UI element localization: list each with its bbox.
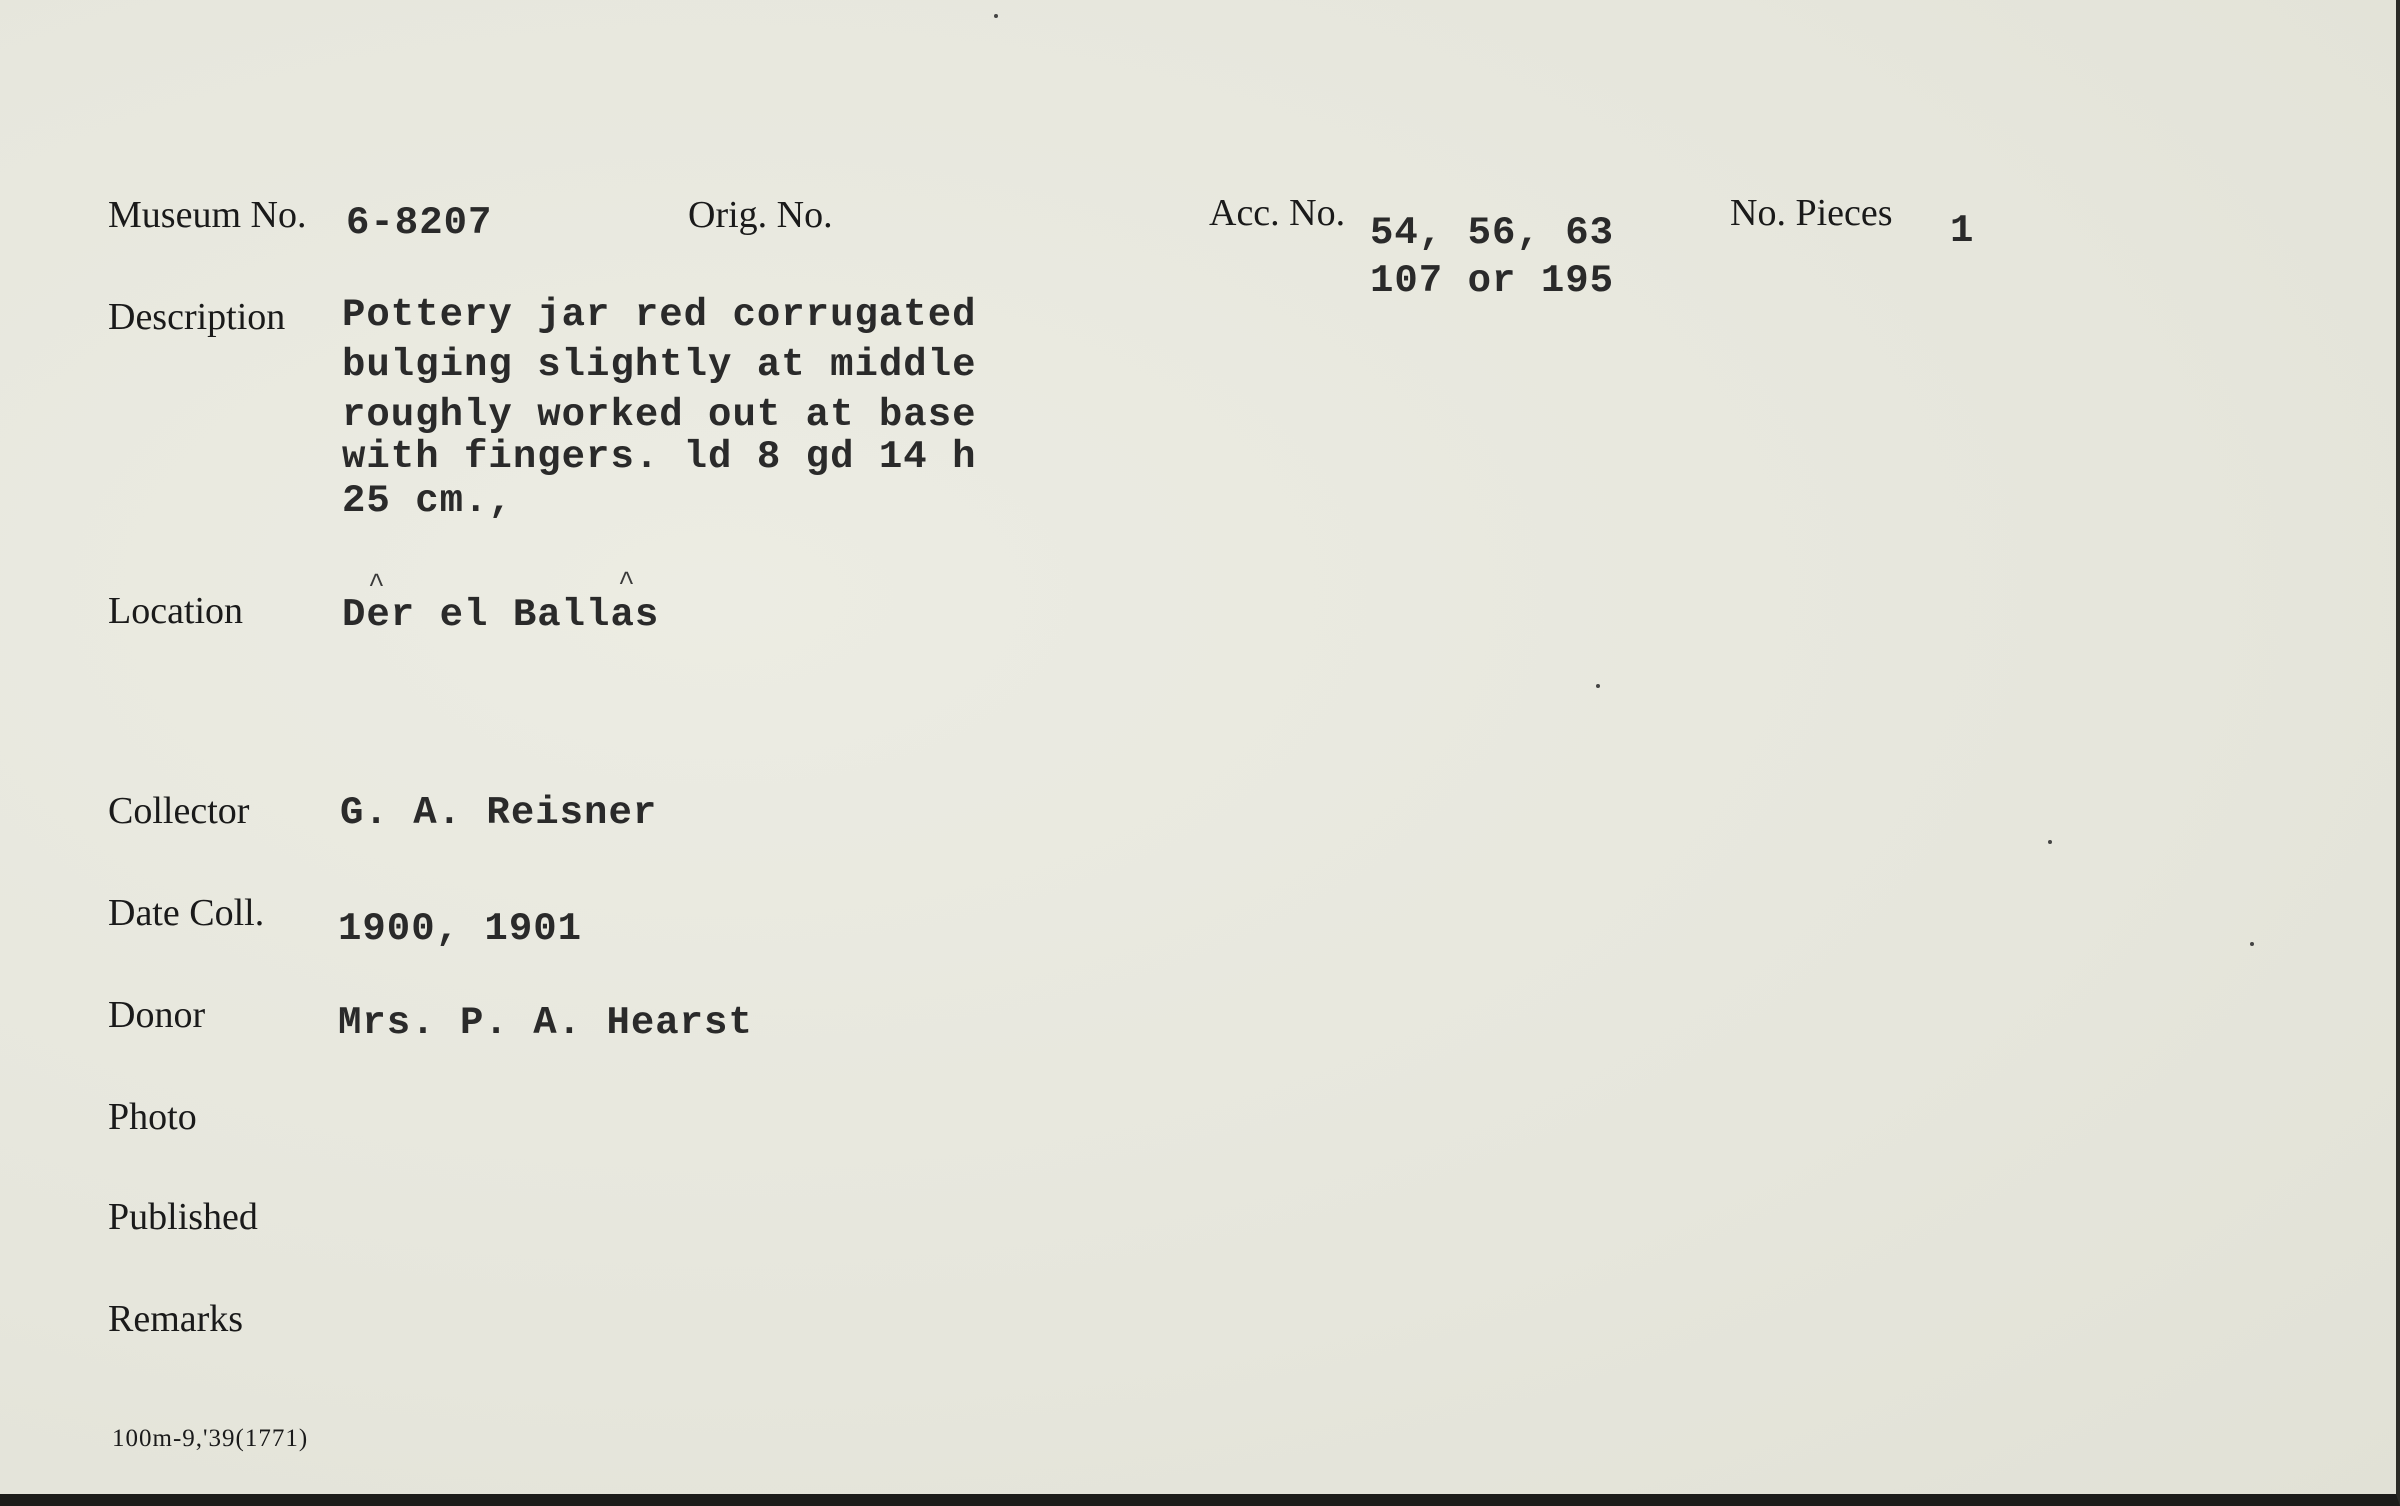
location-value: Der el Ballas xyxy=(342,593,660,637)
description-line: bulging slightly at middle xyxy=(342,343,977,387)
form-code: 100m-9,'39(1771) xyxy=(112,1425,309,1452)
date-coll-value: 1900, 1901 xyxy=(338,907,583,951)
acc-no-value-line2: 107 or 195 xyxy=(1370,259,1615,303)
description-label: Description xyxy=(108,296,286,338)
no-pieces-label: No. Pieces xyxy=(1730,192,1893,234)
remarks-label: Remarks xyxy=(108,1298,244,1340)
location-label: Location xyxy=(108,590,244,632)
donor-value: Mrs. P. A. Hearst xyxy=(338,1001,753,1045)
circumflex-mark: ^ xyxy=(368,570,385,601)
collector-value: G. A. Reisner xyxy=(340,791,658,835)
description-value xyxy=(342,293,1022,536)
paper-speck xyxy=(2250,942,2254,946)
museum-no-label: Museum No. xyxy=(108,194,307,236)
date-coll-label: Date Coll. xyxy=(108,892,265,934)
collector-label: Collector xyxy=(108,790,250,832)
circumflex-mark: ^ xyxy=(618,568,635,599)
acc-no-label: Acc. No. xyxy=(1209,192,1346,234)
museum-no-value: 6-8207 xyxy=(346,201,493,245)
paper-speck xyxy=(1596,684,1600,688)
description-line: with fingers. ld 8 gd 14 h xyxy=(342,435,977,479)
description-line: Pottery jar red corrugated xyxy=(342,293,977,337)
photo-label: Photo xyxy=(108,1096,197,1138)
acc-no-value-line1: 54, 56, 63 xyxy=(1370,211,1615,255)
published-label: Published xyxy=(108,1196,258,1238)
donor-label: Donor xyxy=(108,994,206,1036)
paper-speck xyxy=(994,14,998,18)
description-line: roughly worked out at base xyxy=(342,393,977,437)
orig-no-label: Orig. No. xyxy=(688,194,833,236)
no-pieces-value: 1 xyxy=(1950,209,1975,253)
description-line: 25 cm., xyxy=(342,479,513,523)
paper-speck xyxy=(2048,840,2052,844)
